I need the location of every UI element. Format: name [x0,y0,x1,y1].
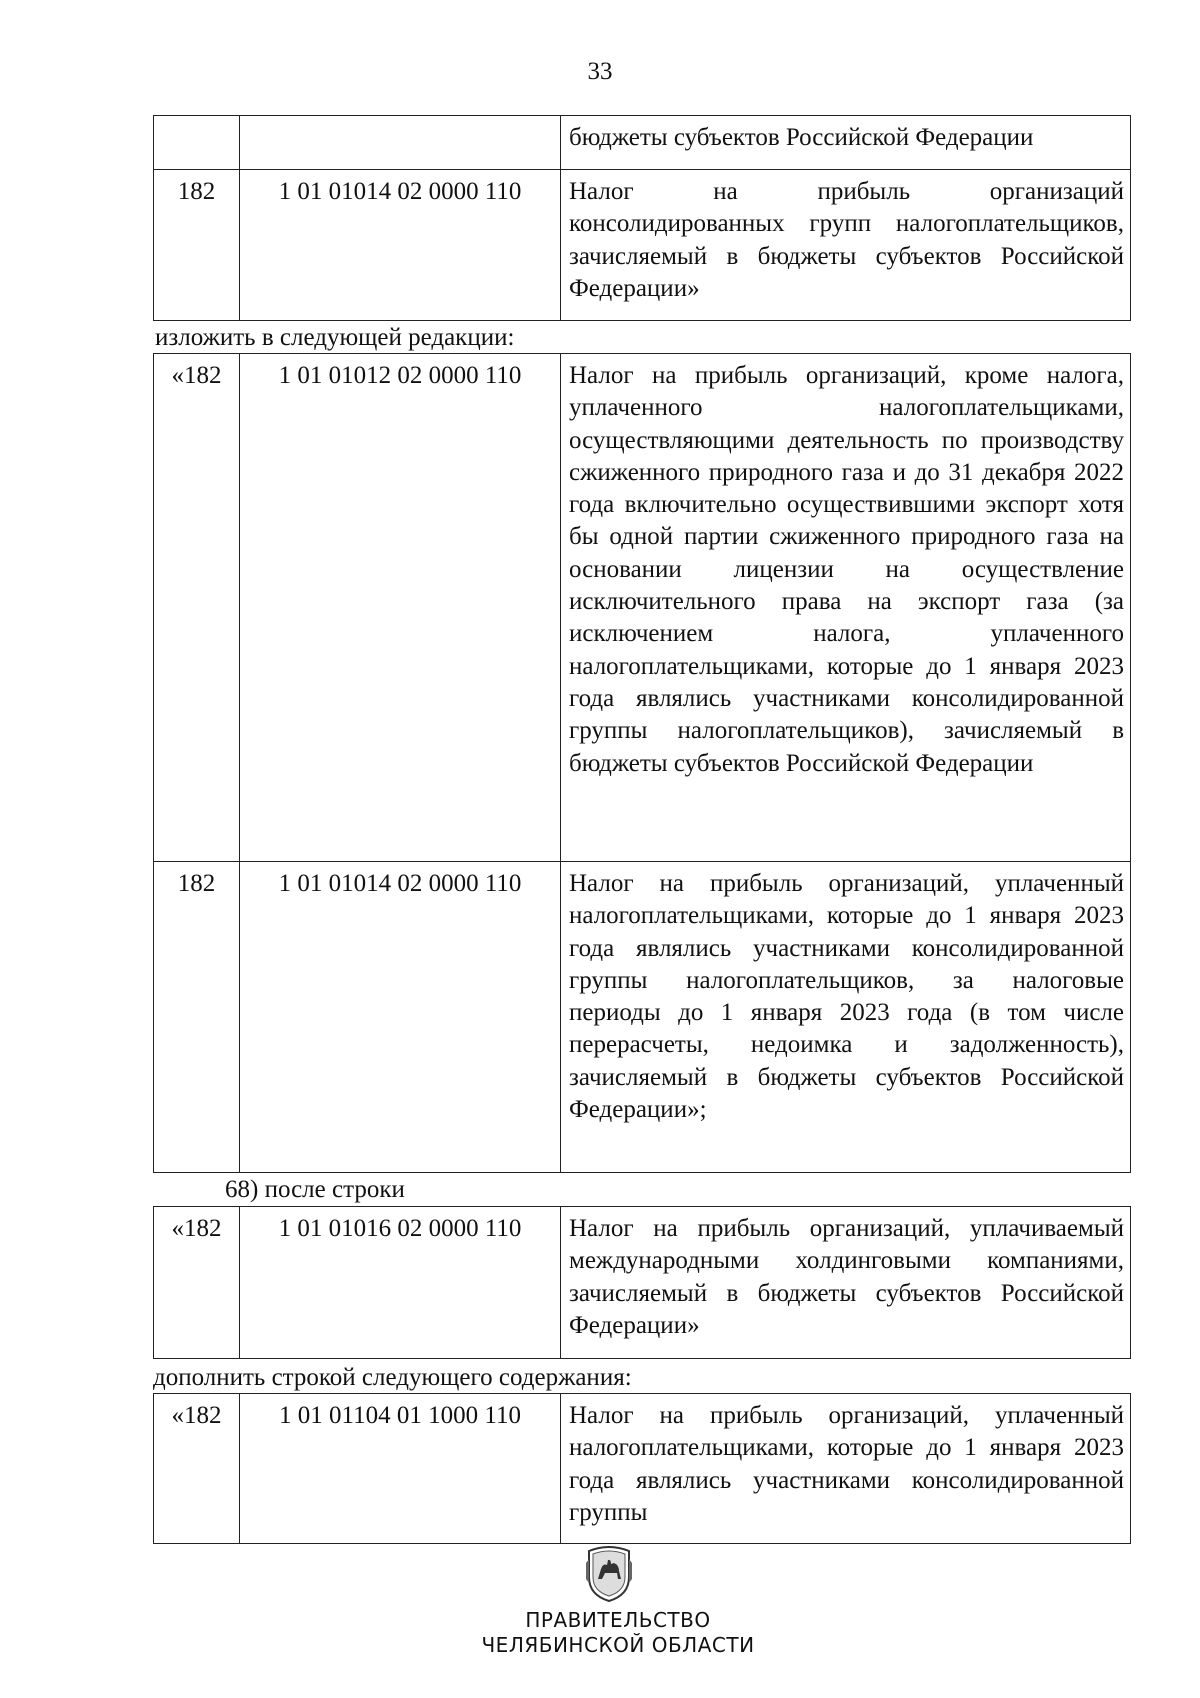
page-number: 33 [587,58,613,85]
description-cell: Налог на прибыль организаций, уплачиваемый международными холдинговыми компаниями, зачисляемый в бюджеты субъектов Российской Федерации» [561,1207,1131,1359]
description-cell: Налог на прибыль организаций, кроме налога, уплаченного налогоплательщиками, осуществляющими деятельность по производству сжиженного природного газа и до 31 декабря 2022 года включительно осуществившими экспорт хотя бы одной партии сжиженного природного газа на основании лицензии на осуществление исключительного права на экспорт газа (за исключением налога, уплаченного налогоплательщиками, которые до 1 января 2023 года являлись участниками консолидированной группы налогоплательщиков), зачисляемый в бюджеты субъектов Российской Федерации [561,354,1131,862]
budget-codes-table-1 [153,115,1131,321]
description-cell: Налог на прибыль организаций, уплаченный налогоплательщиками, которые до 1 января 2023 года являлись участниками консолидированной группы [561,1394,1131,1544]
table-row [154,1207,1131,1359]
admin-code-cell [154,116,240,170]
table-row [154,862,1131,1173]
admin-code-cell: 182 [154,862,240,1173]
organization-line-2: ЧЕЛЯБИНСКОЙ ОБЛАСТИ [481,1633,755,1657]
description-cell: бюджеты субъектов Российской Федерации [561,116,1131,170]
admin-code-cell: «182 [154,1207,240,1359]
kbk-code-cell: 1 01 01014 02 0000 110 [240,862,561,1173]
coat-of-arms-icon [583,1543,635,1603]
instruction-text: изложить в следующей редакции: [155,324,515,351]
organization-name [0,1608,1200,1658]
table-row [154,354,1131,862]
admin-code-cell: «182 [154,354,240,862]
budget-codes-table-2 [153,353,1131,1173]
kbk-code-cell: 1 01 01104 01 1000 110 [240,1394,561,1544]
kbk-code-cell: 1 01 01016 02 0000 110 [240,1207,561,1359]
kbk-code-cell: 1 01 01012 02 0000 110 [240,354,561,862]
table-row [154,116,1131,170]
instruction-text: 68) после строки [225,1176,405,1203]
kbk-code-cell [240,116,561,170]
budget-codes-table-3 [153,1206,1131,1359]
organization-line-1: ПРАВИТЕЛЬСТВО [525,1608,711,1632]
table-row [154,170,1131,321]
kbk-code-cell: 1 01 01014 02 0000 110 [240,170,561,321]
description-cell: Налог на прибыль организаций, уплаченный налогоплательщиками, которые до 1 января 2023 года являлись участниками консолидированной группы налогоплательщиков, за налоговые периоды до 1 января 2023 года (в том числе перерасчеты, недоимка и задолженность), зачисляемый в бюджеты субъектов Российской Федерации»; [561,862,1131,1173]
description-cell: Налог на прибыль организаций консолидированных групп налогоплательщиков, зачисляемый в бюджеты субъектов Российской Федерации» [561,170,1131,321]
instruction-text: дополнить строкой следующего содержания: [153,1364,632,1391]
admin-code-cell: «182 [154,1394,240,1544]
budget-codes-table-4 [153,1393,1131,1544]
table-row [154,1394,1131,1544]
admin-code-cell: 182 [154,170,240,321]
